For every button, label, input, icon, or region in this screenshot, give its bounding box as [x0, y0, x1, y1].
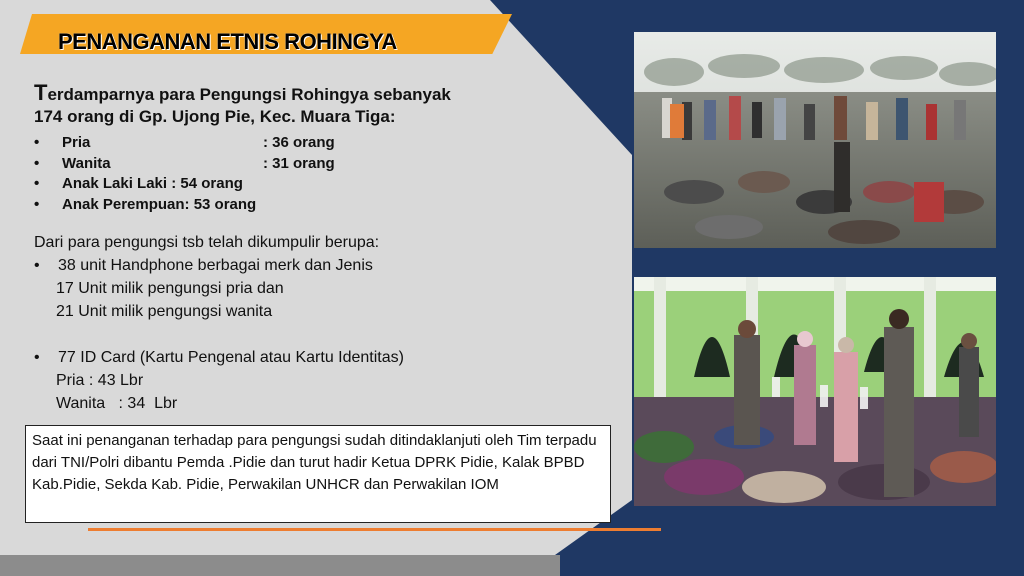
list-item — [34, 346, 594, 369]
id-men-text: Pria : 43 Lbr — [56, 372, 144, 389]
stat-label: Anak Perempuan: 53 orang — [62, 195, 257, 213]
list-item — [34, 300, 594, 323]
stat-label: Anak Laki Laki : 54 orang — [62, 175, 243, 192]
shelter-photo — [634, 277, 996, 506]
list-item — [34, 392, 594, 415]
stat-value: : 36 orang — [263, 134, 335, 151]
phones-women-text: 21 Unit milik pengungsi wanita — [56, 303, 273, 320]
bullet: • — [34, 134, 40, 151]
stat-label: Pria — [62, 134, 91, 151]
collected-heading: Dari para pengungsi tsb telah dikumpulir berupa: — [34, 234, 380, 251]
bullet: • — [34, 257, 40, 274]
phones-men-text: 17 Unit milik pengungsi pria dan — [56, 280, 284, 297]
stat-value: : 31 orang — [263, 154, 335, 172]
bullet: • — [34, 175, 40, 192]
bottom-band — [0, 555, 560, 576]
intro-first-letter: T — [34, 80, 48, 105]
intro-line-2: 174 orang di Gp. Ujong Pie, Kec. Muara Tiga: — [34, 107, 396, 126]
list-item — [34, 277, 594, 300]
list-item — [34, 254, 594, 277]
intro-line-1-rest: erdamparnya para Pengungsi Rohingya sebanyak — [47, 85, 451, 104]
intro-text — [34, 82, 554, 128]
spacer — [34, 323, 594, 346]
bullet: • — [34, 154, 40, 172]
id-cards-text: 77 ID Card (Kartu Pengenal atau Kartu Identitas) — [58, 349, 404, 366]
beach-refugees-photo — [634, 32, 996, 248]
note-box: Saat ini penanganan terhadap para pengungsi sudah ditindaklanjuti oleh Tim terpadu dari TNI/Polri dibantu Pemda .Pidie dan turut hadir Ketua DPRK Pidie, Kalak BPBD Kab.Pidie, Sekda Kab. Pidie, Perwakilan UNHCR dan Perwakilan IOM — [25, 425, 611, 523]
accent-line — [88, 528, 661, 531]
intro-line-1 — [34, 82, 554, 106]
bullet: • — [34, 349, 40, 366]
stat-label: Wanita — [62, 154, 111, 172]
slide-title: PENANGANAN ETNIS ROHINGYA — [58, 29, 397, 54]
collected-items — [34, 231, 594, 415]
id-women-text: Wanita : 34 Lbr — [56, 395, 178, 412]
phones-text: 38 unit Handphone berbagai merk dan Jenis — [58, 257, 373, 274]
list-item — [34, 369, 594, 392]
bullet: • — [34, 195, 40, 213]
